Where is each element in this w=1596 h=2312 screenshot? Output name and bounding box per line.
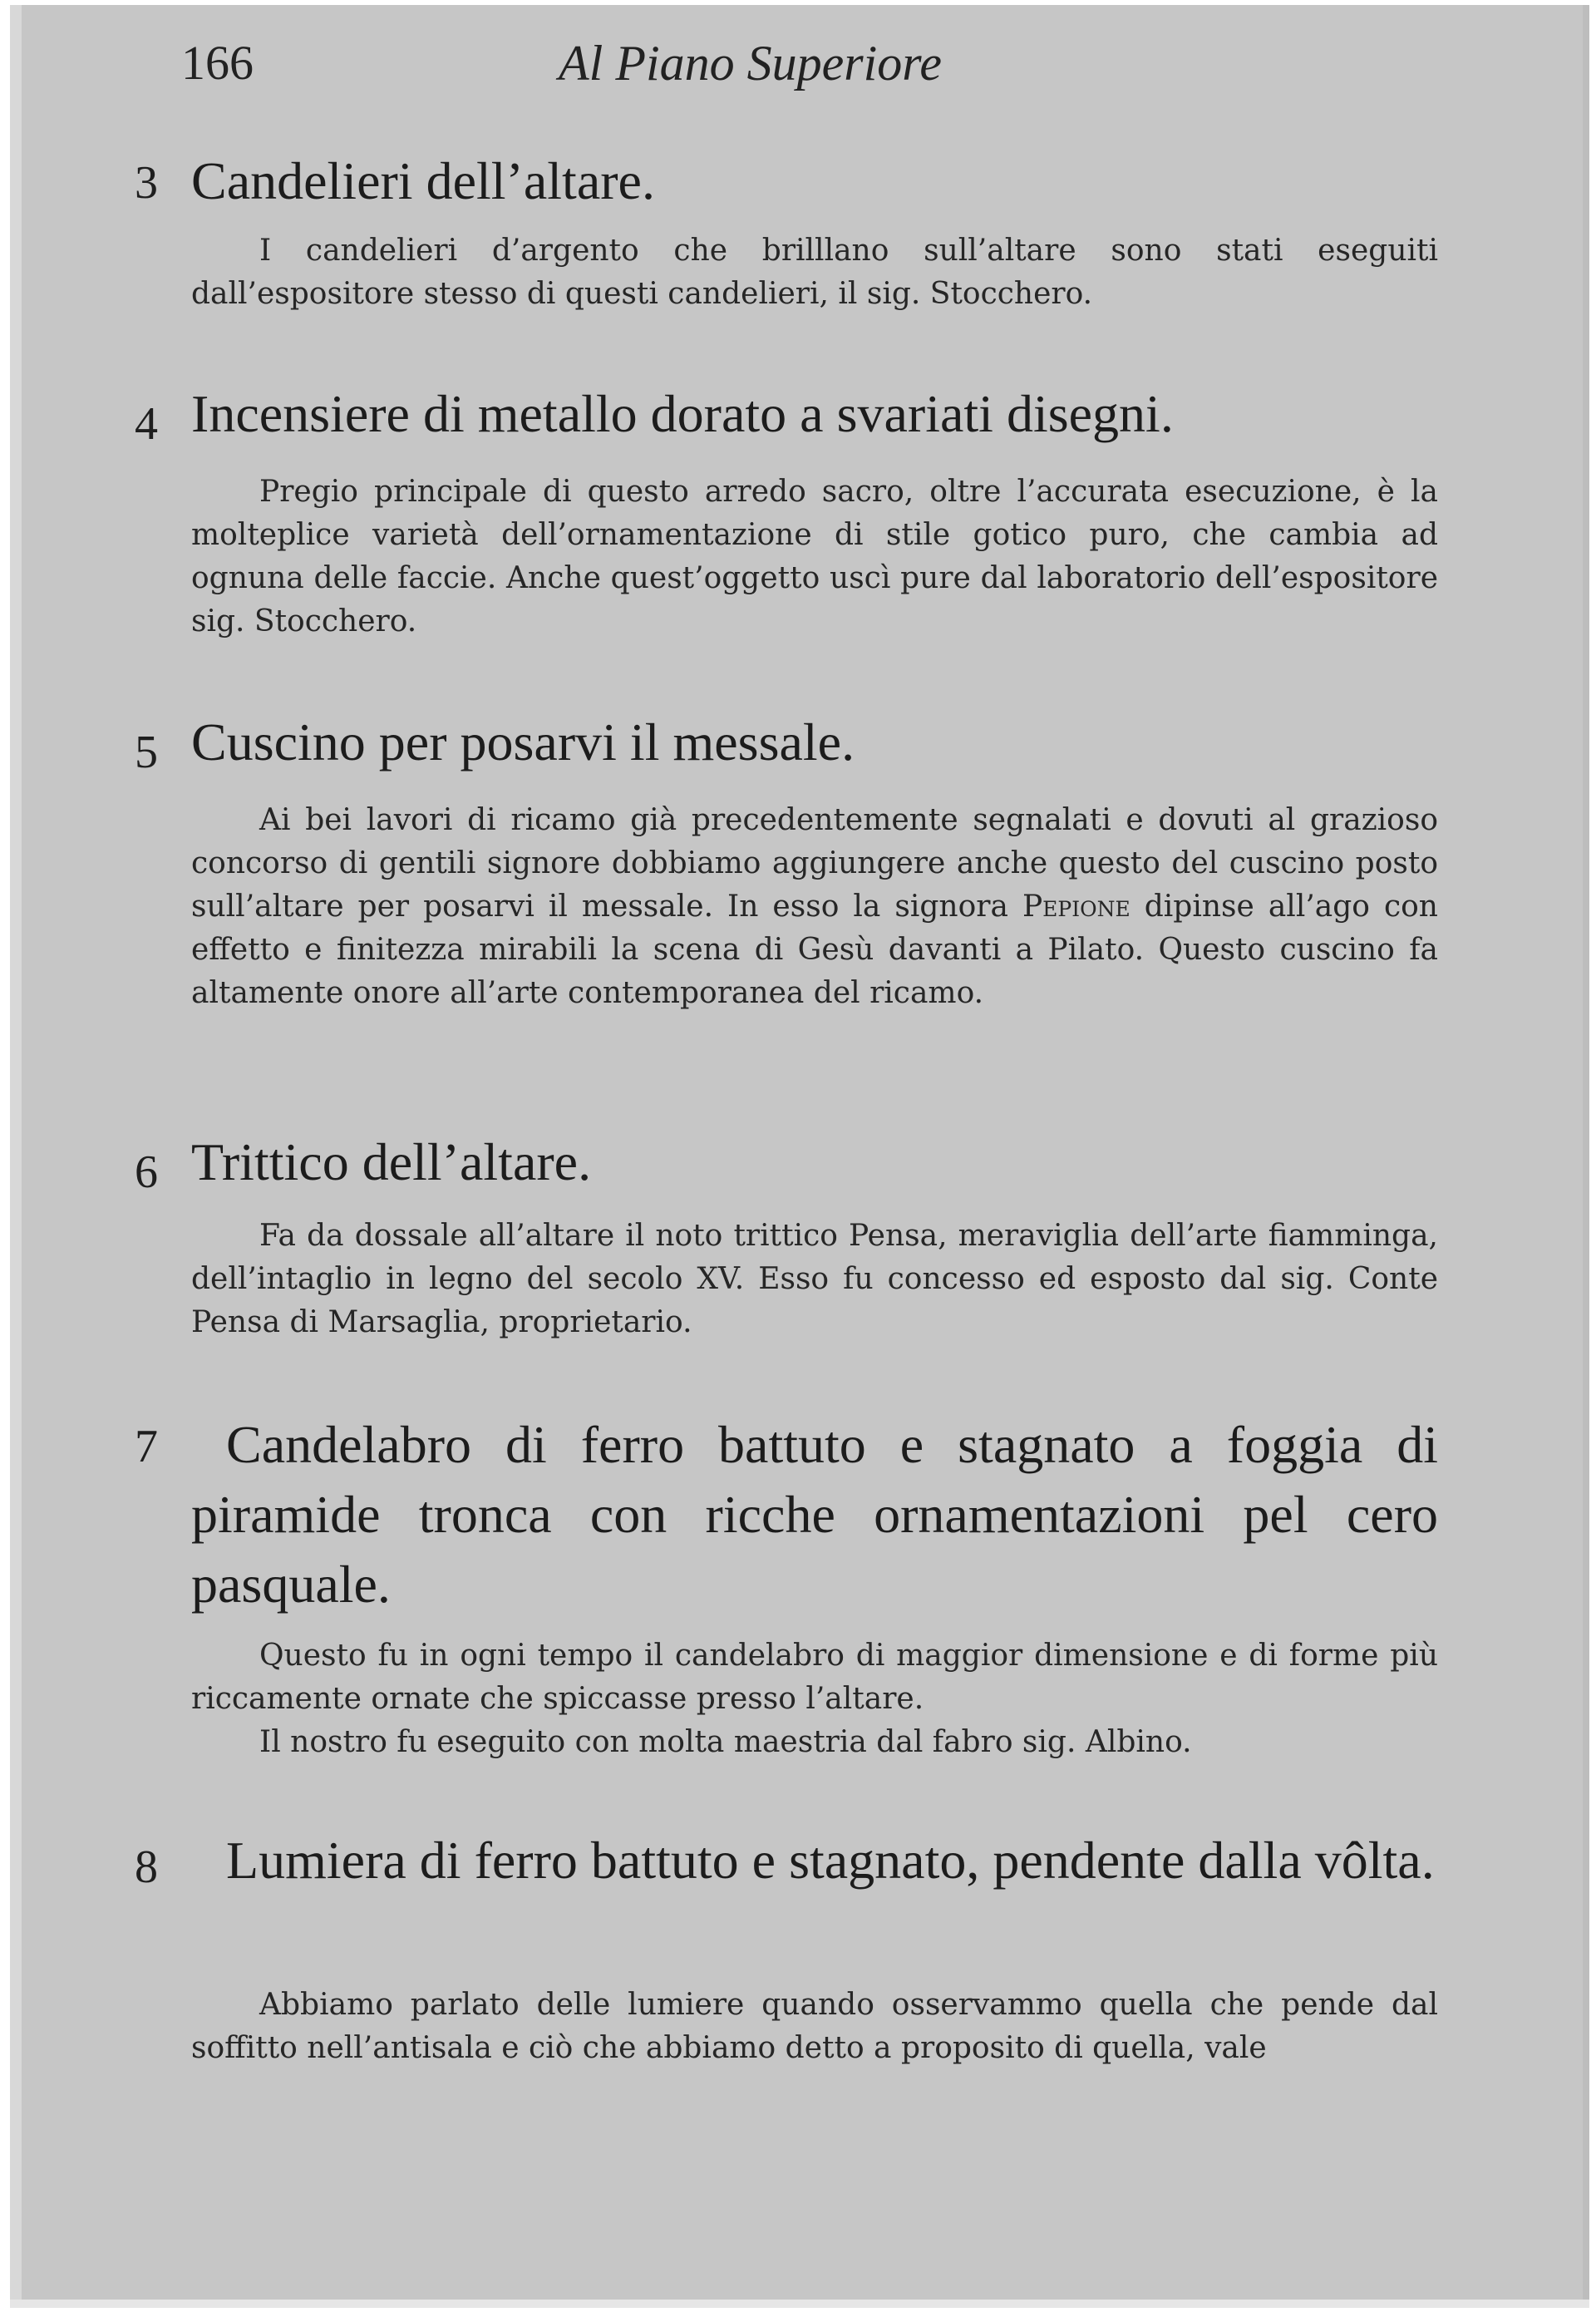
paragraph: Fa da dossale all’altare il noto trittico Pensa, meraviglia dell’arte fiamminga, dell’intaglio in legno del secolo XV. Esso fu concesso ed esposto dal sig. Conte Pensa di Marsaglia, proprietario. — [191, 1219, 1438, 1339]
entry-title: Cuscino per posarvi il messale. — [191, 712, 855, 771]
paragraph-text: dipinse all’ago con effetto e finitezza mirabili la scena di Gesù davanti a Pilato. Questo cuscino fa altamente onore all’arte contemporanea del ricamo. — [191, 890, 1438, 1010]
entry-number: 5 — [135, 727, 158, 778]
entry-number: 7 — [135, 1421, 158, 1472]
page-edge-bottom — [10, 2300, 1589, 2308]
person-name: Pepione — [1022, 890, 1130, 924]
entry-number: 3 — [135, 157, 158, 209]
paragraph — [191, 799, 1438, 1015]
entry-title: Incensiere di metallo dorato a svariati disegni. — [191, 384, 1174, 443]
paragraph-text: Ai bei lavori di ricamo già precedentemente segnalati e dovuti al grazioso concorso di gentili signore dobbiamo aggiungere anche questo del cuscino posto sull’altare per posarvi il messale. In esso la signora — [191, 803, 1438, 924]
paragraph: I candelieri d’argento che brilllano sull’altare sono stati eseguiti dall’espositore stesso di questi candelieri, il sig. Stocchero. — [191, 234, 1438, 311]
entry-title: Trittico dell’altare. — [191, 1132, 592, 1191]
book-page — [10, 5, 1589, 2308]
page-number: 166 — [181, 36, 254, 90]
entry-description — [191, 229, 1438, 316]
paragraph: Abbiamo parlato delle lumiere quando osservammo quella che pende dal soffitto nell’antisala e ciò che abbiamo detto a proposito di quella, vale — [191, 1988, 1438, 2065]
entry-description — [191, 799, 1438, 1015]
entry-description — [191, 471, 1438, 643]
page-header — [10, 28, 1589, 95]
paragraph: Il nostro fu eseguito con molta maestria dal fabro sig. Albino. — [259, 1725, 1192, 1759]
entry-title: Lumiera di ferro battuto e stagnato, pendente dalla vôlta. — [226, 1831, 1435, 1890]
entry-number: 6 — [135, 1146, 158, 1198]
entry-title: Candelieri dell’altare. — [191, 151, 655, 210]
page-edge-left — [10, 5, 22, 2308]
entry-number: 8 — [135, 1841, 158, 1893]
paragraph: Pregio principale di questo arredo sacro, oltre l’accurata esecuzione, è la molteplice varietà dell’ornamentazione di stile gotico puro, che cambia ad ognuna delle faccie. Anche quest’oggetto uscì pure dal laboratorio dell’espositore sig. Stocchero. — [191, 475, 1438, 638]
page-edge-right — [1583, 5, 1589, 2308]
entry-description — [191, 1634, 1438, 1764]
paragraph: Questo fu in ogni tempo il candelabro di maggior dimensione e di forme più riccamente ornate che spiccasse presso l’altare. — [191, 1639, 1438, 1716]
entry-number: 4 — [135, 398, 158, 450]
running-title: Al Piano Superiore — [559, 36, 943, 91]
entry-description — [191, 1984, 1438, 2070]
entry-title: Candelabro di ferro battuto e stagnato a foggia di piramide tronca con ricche ornamentazioni pel cero pasquale. — [191, 1415, 1438, 1614]
entry-description — [191, 1215, 1438, 1344]
